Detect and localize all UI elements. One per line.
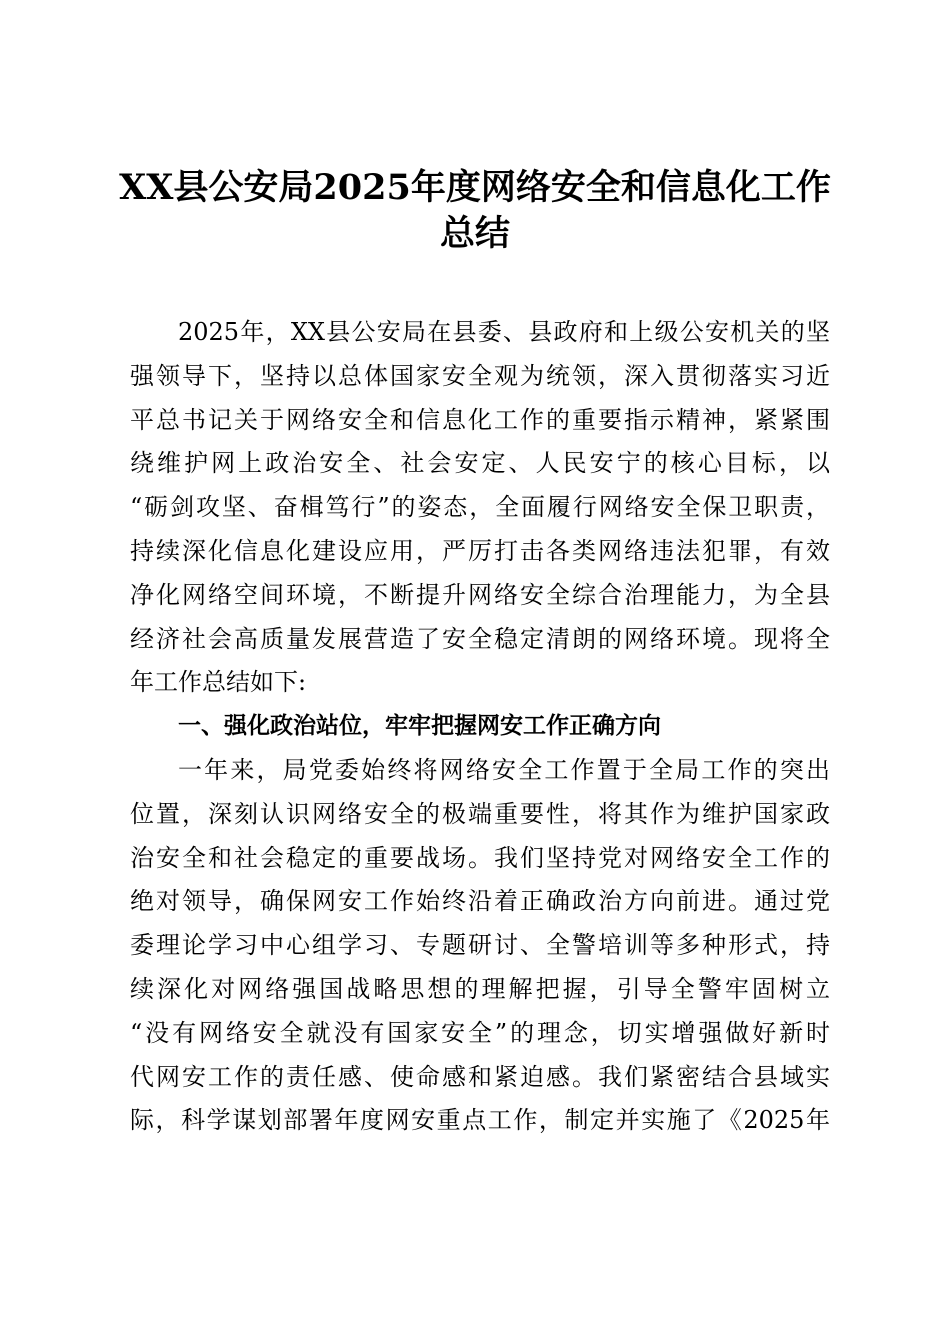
paragraph-line: 持续深化信息化建设应用，严厉打击各类网络违法犯罪，有效 — [130, 536, 830, 565]
paragraph-line: 净化网络空间环境，不断提升网络安全综合治理能力，为全县 — [130, 580, 830, 609]
paragraph-line: 际，科学谋划部署年度网安重点工作，制定并实施了《2025年 — [130, 1106, 830, 1135]
paragraph-line: 年工作总结如下: — [130, 668, 307, 697]
paragraph-line: 委理论学习中心组学习、专题研讨、全警培训等多种形式，持 — [130, 931, 830, 960]
paragraph-line: 强领导下，坚持以总体国家安全观为统领，深入贯彻落实习近 — [130, 361, 830, 390]
document-body — [130, 311, 830, 1143]
paragraph-line: 续深化对网络强国战略思想的理解把握，引导全警牢固树立 — [130, 974, 830, 1003]
document-title — [100, 165, 850, 257]
title-line-1: XX县公安局2025年度网络安全和信息化工作 — [119, 167, 831, 208]
paragraph-line: 绕维护网上政治安全、社会安定、人民安宁的核心目标，以 — [130, 449, 830, 478]
paragraph-line: 代网安工作的责任感、使命感和紧迫感。我们紧密结合县域实 — [130, 1062, 830, 1091]
paragraph-line: 平总书记关于网络安全和信息化工作的重要指示精神，紧紧围 — [130, 405, 830, 434]
paragraph-line: 绝对领导，确保网安工作始终沿着正确政治方向前进。通过党 — [130, 887, 830, 916]
paragraph-line: 一年来，局党委始终将网络安全工作置于全局工作的突出 — [178, 755, 830, 784]
paragraph-line: “砺剑攻坚、奋楫笃行”的姿态，全面履行网络安全保卫职责， — [130, 493, 830, 522]
paragraph-line: 2025年，XX县公安局在县委、县政府和上级公安机关的坚 — [178, 318, 830, 346]
paragraph-line: 治安全和社会稳定的重要战场。我们坚持党对网络安全工作的 — [130, 843, 830, 872]
paragraph-line: 经济社会高质量发展营造了安全稳定清朗的网络环境。现将全 — [130, 624, 830, 653]
section-heading: 一、强化政治站位，牢牢把握网安工作正确方向 — [178, 713, 661, 740]
paragraph-line: “没有网络安全就没有国家安全”的理念，切实增强做好新时 — [130, 1018, 830, 1047]
paragraph-line: 位置，深刻认识网络安全的极端重要性，将其作为维护国家政 — [130, 799, 830, 828]
title-line-2: 总结 — [439, 213, 510, 254]
